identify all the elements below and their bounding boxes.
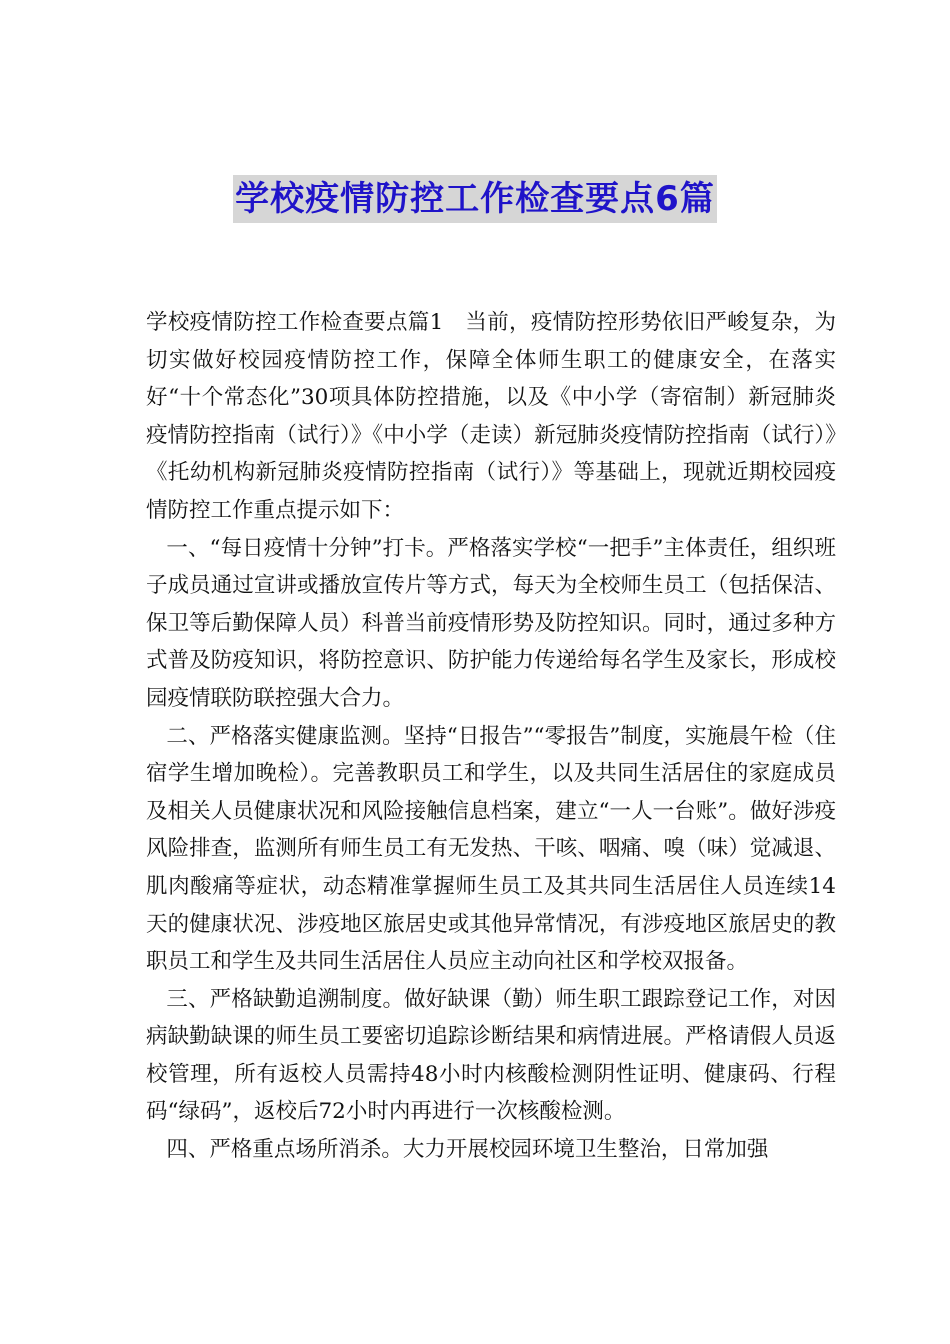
paragraph-section-2: 二、严格落实健康监测。坚持“日报告”“零报告”制度，实施晨午检（住宿学生增加晚检）。完善教职员工和学生，以及共同生活居住的家庭成员及相关人员健康状况和风险接触信息档案，建立“一人一台账”。做好涉疫风险排查，监测所有师生员工有无发热、干咳、咽痛、嗅（味）觉减退、肌肉酸痛等症状，动态精准掌握师生员工及其共同生活居住人员连续14天的健康状况、涉疫地区旅居史或其他异常情况，有涉疫地区旅居史的教职员工和学生及共同生活居住人员应主动向社区和学校双报备。 [146, 723, 836, 975]
paragraph-intro: 学校疫情防控工作检查要点篇1 当前，疫情防控形势依旧严峻复杂，为切实做好校园疫情防控工作，保障全体师生职工的健康安全，在落实好“十个常态化”30项具体防控措施，以及《中小学（寄宿制）新冠肺炎疫情防控指南（试行）》《中小学（走读）新冠肺炎疫情防控指南（试行）》《托幼机构新冠肺炎疫情防控指南（试行）》等基础上，现就近期校园疫情防控工作重点提示如下： [146, 310, 836, 523]
paragraph-section-1: 一、“每日疫情十分钟”打卡。严格落实学校“一把手”主体责任，组织班子成员通过宣讲或播放宣传片等方式，每天为全校师生员工（包括保洁、保卫等后勤保障人员）科普当前疫情形势及防控知识。同时，通过多种方式普及防疫知识，将防控意识、防护能力传递给每名学生及家长，形成校园疫情联防联控强大合力。 [146, 535, 836, 711]
document-body [146, 304, 836, 1169]
paragraph-section-3: 三、严格缺勤追溯制度。做好缺课（勤）师生职工跟踪登记工作，对因病缺勤缺课的师生员工要密切追踪诊断结果和病情进展。严格请假人员返校管理，所有返校人员需持48小时内核酸检测阴性证明、健康码、行程码“绿码”，返校后72小时内再进行一次核酸检测。 [146, 986, 836, 1125]
title-container [0, 175, 950, 223]
document-title: 学校疫情防控工作检查要点6篇 [233, 175, 717, 223]
paragraph-section-4: 四、严格重点场所消杀。大力开展校园环境卫生整治，日常加强 [166, 1137, 769, 1163]
